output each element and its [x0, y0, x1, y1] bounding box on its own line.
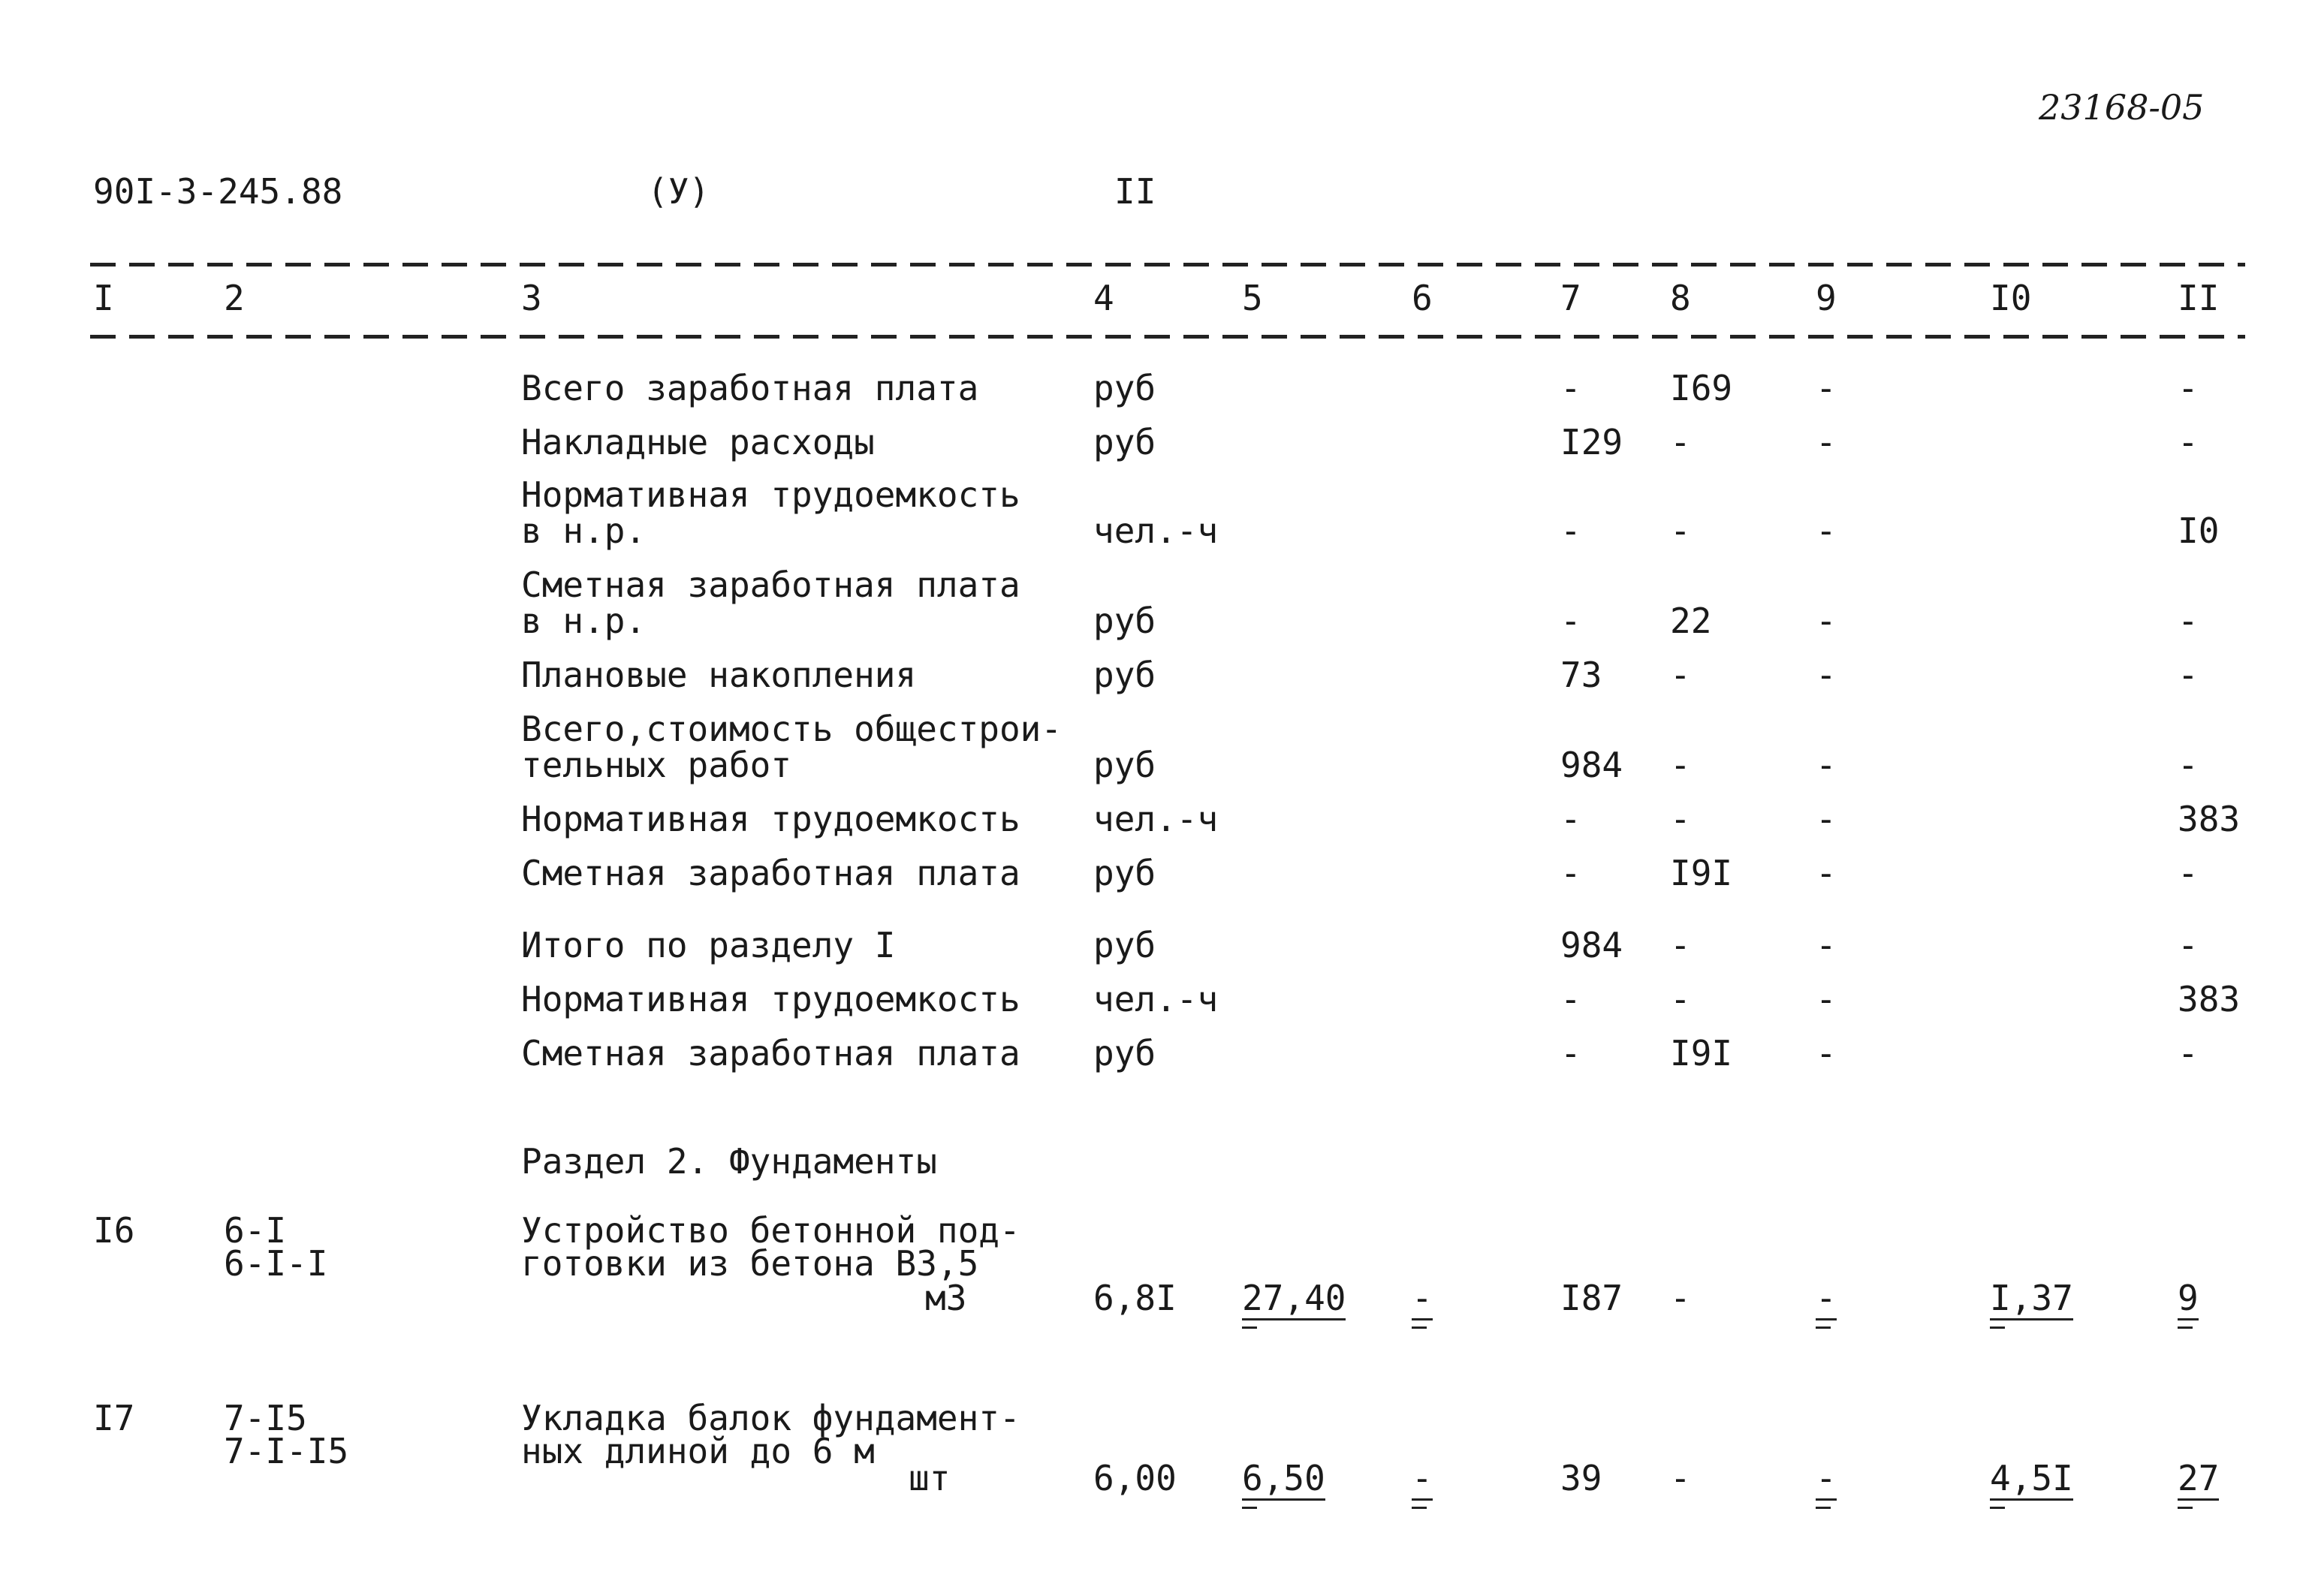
- cell-col8: -: [1670, 422, 1691, 462]
- cell-col8: -: [1670, 655, 1691, 695]
- cell-col8: -: [1670, 799, 1691, 839]
- item-number: I6: [93, 1210, 135, 1251]
- cell-col7: -: [1560, 510, 1581, 551]
- cell-col8: -: [1670, 1458, 1691, 1498]
- item-quantity: 6,8I: [1093, 1278, 1177, 1318]
- cell-col9: [1816, 1278, 1837, 1320]
- cell-col11: -: [2178, 422, 2199, 462]
- row-unit: руб: [1093, 925, 1156, 965]
- row-name: Нормативная трудоемкость: [521, 474, 1020, 515]
- cell-col11: 383: [2178, 979, 2241, 1019]
- row-unit: руб: [1093, 368, 1156, 408]
- cell-col11: -: [2178, 853, 2199, 893]
- cell-col8: -: [1670, 745, 1691, 785]
- row-unit: чел.-ч: [1093, 510, 1219, 551]
- cell-col8: 22: [1670, 601, 1712, 641]
- cell-col8: -: [1670, 925, 1691, 965]
- cell-col11: -: [2178, 745, 2199, 785]
- row-unit: чел.-ч: [1093, 799, 1219, 839]
- column-header: 2: [224, 278, 245, 318]
- item-description-continued: готовки из бетона В3,5: [521, 1243, 979, 1284]
- row-name: Нормативная трудоемкость: [521, 799, 1020, 839]
- row-unit: руб: [1093, 422, 1156, 462]
- column-header: 9: [1816, 278, 1837, 318]
- document-mark: (У): [647, 171, 710, 212]
- cell-col9: -: [1816, 853, 1837, 893]
- item-quantity: 6,00: [1093, 1458, 1177, 1498]
- cell-col7: -: [1560, 799, 1581, 839]
- column-header: 8: [1670, 278, 1691, 318]
- cell-col5: [1242, 1278, 1346, 1320]
- item-code: 7-I5: [224, 1398, 307, 1438]
- row-name: Итого по разделу I: [521, 925, 896, 965]
- cell-col7: 984: [1560, 745, 1623, 785]
- column-header: 3: [521, 278, 542, 318]
- unit-price: 6,50: [1242, 1461, 1325, 1501]
- total-wage: -: [1816, 1461, 1837, 1501]
- labor-per-unit: I,37: [1990, 1281, 2073, 1320]
- header-top-rule: [90, 263, 2245, 267]
- cell-col11: 383: [2178, 799, 2241, 839]
- cell-col7: I87: [1560, 1278, 1623, 1318]
- cell-col11: -: [2178, 1033, 2199, 1074]
- cell-col6: [1412, 1458, 1433, 1501]
- cell-col7: 39: [1560, 1458, 1602, 1498]
- cell-col9: -: [1816, 601, 1837, 641]
- cell-col6: [1412, 1278, 1433, 1320]
- column-header: 5: [1242, 278, 1263, 318]
- item-code: 6-I: [224, 1210, 287, 1251]
- column-header: I0: [1990, 278, 2032, 318]
- row-name: Накладные расходы: [521, 422, 875, 462]
- cell-col9: -: [1816, 745, 1837, 785]
- column-header: 4: [1093, 278, 1114, 318]
- row-name: Всего заработная плата: [521, 368, 979, 408]
- cell-col8: I69: [1670, 368, 1733, 408]
- item-code-secondary: 6-I-I: [224, 1243, 328, 1284]
- cell-col7: -: [1560, 979, 1581, 1019]
- cell-col8: I9I: [1670, 853, 1733, 893]
- page-number: II: [1114, 171, 1156, 212]
- column-header: II: [2178, 278, 2220, 318]
- column-header: I: [93, 278, 114, 318]
- row-unit: руб: [1093, 1033, 1156, 1074]
- cell-col9: -: [1816, 1033, 1837, 1074]
- row-name-continued: в н.р.: [521, 510, 647, 551]
- row-name: Всего,стоимость общестрои-: [521, 709, 1063, 749]
- cell-col11: -: [2178, 655, 2199, 695]
- cell-col9: -: [1816, 510, 1837, 551]
- item-description-continued: ных длиной до 6 м: [521, 1431, 875, 1471]
- labor-per-unit: 4,5I: [1990, 1461, 2073, 1501]
- unit-price-wage: -: [1412, 1281, 1433, 1320]
- item-unit: м3: [925, 1278, 967, 1318]
- section-title: Раздел 2. Фундаменты: [521, 1141, 937, 1182]
- cell-col8: -: [1670, 1278, 1691, 1318]
- row-unit: руб: [1093, 853, 1156, 893]
- row-name: Сметная заработная плата: [521, 565, 1020, 605]
- cell-col9: -: [1816, 799, 1837, 839]
- row-name: Сметная заработная плата: [521, 853, 1020, 893]
- unit-price-wage: -: [1412, 1461, 1433, 1501]
- item-unit: шт: [909, 1458, 951, 1498]
- row-unit: руб: [1093, 601, 1156, 641]
- row-unit: руб: [1093, 655, 1156, 695]
- document-code: 90I-3-245.88: [93, 171, 343, 212]
- cell-col11: -: [2178, 368, 2199, 408]
- cell-col9: -: [1816, 422, 1837, 462]
- handwritten-stamp: 23168-05: [2039, 87, 2205, 128]
- cell-col11: -: [2178, 601, 2199, 641]
- cell-col8: -: [1670, 979, 1691, 1019]
- row-unit: чел.-ч: [1093, 979, 1219, 1019]
- cell-col7: -: [1560, 368, 1581, 408]
- labor-total: 9: [2178, 1281, 2199, 1320]
- cell-col7: 73: [1560, 655, 1602, 695]
- header-bottom-rule: [90, 335, 2245, 339]
- cell-col7: -: [1560, 601, 1581, 641]
- cell-col8: -: [1670, 510, 1691, 551]
- cell-col9: -: [1816, 368, 1837, 408]
- cell-col9: -: [1816, 979, 1837, 1019]
- cell-col9: -: [1816, 925, 1837, 965]
- item-description: Устройство бетонной под-: [521, 1210, 1020, 1251]
- column-header: 6: [1412, 278, 1433, 318]
- row-name-continued: тельных работ: [521, 745, 792, 785]
- row-name: Плановые накопления: [521, 655, 917, 695]
- cell-col5: [1242, 1458, 1325, 1501]
- cell-col10: [1990, 1458, 2073, 1501]
- labor-total: 27: [2178, 1461, 2219, 1501]
- row-name: Нормативная трудоемкость: [521, 979, 1020, 1019]
- item-description: Укладка балок фундамент-: [521, 1398, 1020, 1438]
- unit-price: 27,40: [1242, 1281, 1346, 1320]
- cell-col10: [1990, 1278, 2073, 1320]
- total-wage: -: [1816, 1281, 1837, 1320]
- cell-col8: I9I: [1670, 1033, 1733, 1074]
- row-unit: руб: [1093, 745, 1156, 785]
- item-number: I7: [93, 1398, 135, 1438]
- row-name: Сметная заработная плата: [521, 1033, 1020, 1074]
- cell-col9: -: [1816, 655, 1837, 695]
- cell-col7: 984: [1560, 925, 1623, 965]
- row-name-continued: в н.р.: [521, 601, 647, 641]
- item-code-secondary: 7-I-I5: [224, 1431, 349, 1471]
- cell-col11: -: [2178, 925, 2199, 965]
- cell-col11: I0: [2178, 510, 2220, 551]
- cell-col7: I29: [1560, 422, 1623, 462]
- column-header: 7: [1560, 278, 1581, 318]
- cell-col11: [2178, 1458, 2220, 1501]
- cell-col9: [1816, 1458, 1837, 1501]
- cell-col7: -: [1560, 1033, 1581, 1074]
- cell-col7: -: [1560, 853, 1581, 893]
- cell-col11: [2178, 1278, 2199, 1320]
